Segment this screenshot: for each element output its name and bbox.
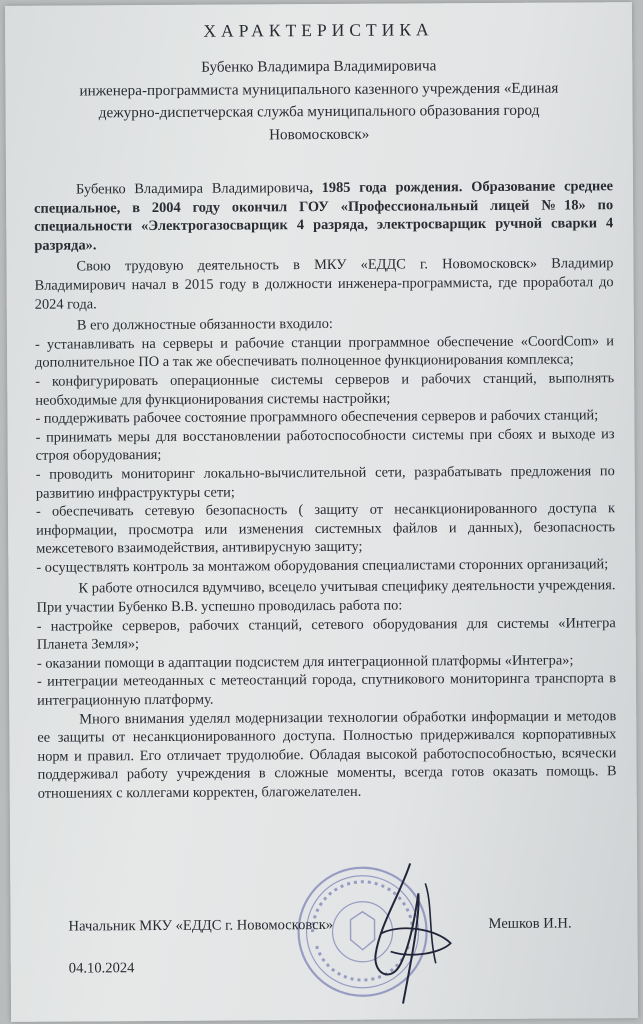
- document-body: [34, 177, 617, 803]
- subject-line: инженера-программиста муниципального казенного учреждения «Единая: [79, 79, 559, 99]
- intro-paragraph: [34, 177, 613, 255]
- document-sheet: [5, 2, 638, 1022]
- intro-rest: , 1985 года рождения. Образование среднее специальное, в 2004 году окончил ГОУ «Профессиональный лицей №18» по специальности «Электрогазосварщик 4 разряда, электросварщик ручной сварки 4 разряда».: [34, 178, 614, 254]
- handwritten-signature-icon: [340, 853, 471, 1014]
- subject-line: Новомосковск»: [268, 125, 370, 143]
- work-paragraph: К работе относился вдумчиво, всецело учитывая специфику деятельности учреждения. При участии Бубенко В.В. успешно проводилась работа по:: [36, 577, 616, 616]
- document-heading: ХАРАКТЕРИСТИКА: [203, 19, 434, 41]
- duty-item: - проводить мониторинг локально-вычислительной сети, разрабатывать предложения по развитию инфраструктуры сети;: [35, 463, 615, 502]
- work-item: - настройке серверов, рабочих станций, сетевого оборудования для системы «Интегра Планета Земля»;: [36, 614, 616, 653]
- duty-item: - осуществлять контроль за монтажом оборудования специалистами сторонних организаций;: [36, 556, 609, 576]
- intro-name: Бубенко Владимира Владимировича: [75, 180, 310, 198]
- work-item: - оказании помощи в адаптации подсистем для интеграционной платформы «Интегра»;: [36, 652, 574, 672]
- subject-line: Бубенко Владимира Владимировича: [201, 57, 437, 76]
- duty-item: - обеспечивать сетевую безопасность ( защиту от несанкционированного доступа к информации, просмотра или изменения системных файлов и данных), безопасность межсетевого взаимодействия, антивирусную защиту;: [35, 500, 616, 558]
- work-item: - интеграции метеоданных с метеостанций города, спутникового мониторинга транспорта в интеграционную платформу.: [36, 670, 617, 709]
- document-date: 04.10.2024: [68, 960, 135, 977]
- duty-item: - поддерживать рабочее состояние программного обеспечения серверов и рабочих станций;: [35, 407, 599, 427]
- duties-heading: В его должностные обязанности входило:: [76, 316, 333, 334]
- closing-paragraph: Много внимания уделял модернизации технологии обработки информации и методов ее защиты от несанкционированного доступа. Полностью придерживался корпоративных норм и правил. Его отличает трудолюбие. Обладая высокой работоспособностью, всячески поддерживал работу учреждения в сложные моменты, всегда готов оказать помощь. В отношениях с коллегами корректен, благожелателен.: [37, 707, 617, 802]
- duty-item: - конфигурировать операционные системы серверов и рабочих станций, выполнять необходимые для функционирования системы настройки;: [35, 370, 615, 409]
- subject-line: дежурно-диспетчерская служба муниципального образования город: [98, 101, 540, 122]
- signatory-title: Начальник МКУ «ЕДДС г. Новомосковск»: [68, 916, 334, 935]
- duty-item: - устанавливать на серверы и рабочие станции программное обеспечение «CoordCom» и дополнительное ПО а так же обеспечивать полноценное функционирования комплекса;: [34, 332, 615, 372]
- duty-item: - принимать меры для восстановлении работоспособности системы при сбоях и выходе из строя оборудования;: [35, 425, 615, 465]
- subject-block: [35, 54, 603, 147]
- signatory-name: Мешков И.Н.: [488, 915, 572, 932]
- career-paragraph: Свою трудовую деятельность в МКУ «ЕДДС г. Новомосковск» Владимир Владимирович начал в 2015 году в должности инженера-программиста, где проработал до 2024 года.: [34, 255, 614, 313]
